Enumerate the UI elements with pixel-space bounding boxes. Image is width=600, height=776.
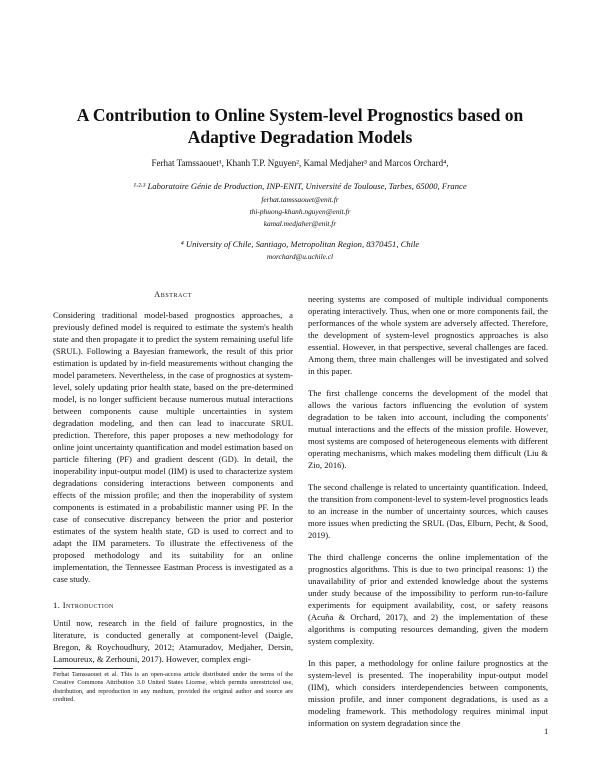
- footnote-rule: [53, 668, 133, 669]
- right-paragraph-1: neering systems are composed of multiple individual components operating interactively. Thus, when one or more components fail, the performances of the whole system are adversely affected. Therefore, the development of system-level prognostics approaches is also essential. However, in that perspective, several challenges are faced. Among them, three main challenges will be investigated and solved in this paper.: [308, 294, 548, 376]
- email-1: ferhat.tamssaouet@enit.fr: [261, 195, 339, 204]
- right-paragraph-3: The second challenge is related to uncertainty quantification. Indeed, the transition from component-level to system-level prognostics leads to an increase in the number of uncertainty sources, which causes more issues when predicting the SRUL (Das, Elburn, Pecht, & Sood, 2019).: [308, 482, 548, 540]
- paper-title: [40, 104, 560, 148]
- left-column: [53, 289, 293, 665]
- abstract-heading: Abstract: [154, 290, 192, 299]
- email-2: thi-phuong-khanh.nguyen@enit.fr: [249, 207, 351, 216]
- affiliation-2: ⁴ University of Chile, Santiago, Metropolitan Region, 8370451, Chile: [180, 239, 420, 249]
- title-line-2: Adaptive Degradation Models: [187, 127, 413, 147]
- right-column: [308, 293, 548, 739]
- right-paragraph-4: The third challenge concerns the online implementation of the prognostics algorithms. This is due to two principal reasons: 1) the unavailability of prior and extended knowledge about the systems under study because of the impossibility to perform run-to-failure experiments for equipment availability, cost, or safety reasons (Acuña & Orchard, 2017), and 2) the implementation of these algorithms is computing resources demanding, given the modern system complexity.: [308, 552, 548, 646]
- email-3: kamal.medjaher@enit.fr: [263, 219, 337, 228]
- license-footnote: Ferhat Tamssaouet et al. This is an open-access article distributed under the terms of the Creative Commons Attribution 3.0 United States License, which permits unrestricted use, distribution, and reproduction in any medium, provided the original author and source are credited.: [53, 671, 293, 704]
- author-list: Ferhat Tamssaouet¹, Khanh T.P. Nguyen², Kamal Medjaher³ and Marcos Orchard⁴,: [151, 158, 449, 168]
- intro-paragraph-1: Until now, research in the field of failure prognostics, in the literature, is conducted generally at component-level (Daigle, Bregon, & Roychoudhury, 2012; Atamuradov, Medjaher, Dersin, Lamoureux, & Zerhouni, 2017). However, complex engi-: [53, 618, 293, 664]
- introduction-heading: 1. Introduction: [53, 600, 114, 610]
- page-number: 1: [544, 726, 549, 736]
- email-4: morchard@u.uchile.cl: [266, 252, 334, 261]
- title-line-1: A Contribution to Online System-level Prognostics based on: [76, 105, 524, 125]
- right-paragraph-2: The first challenge concerns the development of the model that allows the various factors influencing the evolution of system degradation to be taken into account, including the components' mutual interactions and the effects of the mission profile. However, most systems are composed of heterogeneous elements with different operating mechanisms, which makes modeling them difficult (Liu & Zio, 2016).: [308, 388, 548, 470]
- right-paragraph-5: In this paper, a methodology for online failure prognostics at the system-level is presented. The inoperability input-output model (IIM), which considers interdependencies between components, mission profile, and inner component degradations, is used as a modeling framework. This methodology requires minimal input information on system degradation since the: [308, 658, 548, 728]
- affiliation-1: ¹·²·³ Laboratoire Génie de Production, INP-ENIT, Université de Toulouse, Tarbes, 65000, France: [133, 181, 467, 191]
- abstract-text: Considering traditional model-based prognostics approaches, a previously defined model is required to estimate the system's health state and then propagate it to predict the system remaining useful life (SRUL). Following a Bayesian framework, the result of this prior estimation is updated by in-field measurements without changing the model parameters. Nevertheless, in the case of prognostics at system-level, solely updating prior health state, based on the pre-determined model, is no longer sufficient because numerous mutual interactions between components cause multiple uncertainties in system degradation modeling, and then can lead to inaccurate SRUL prediction. Therefore, this paper proposes a new methodology for online joint uncertainty quantification and model estimation based on particle filtering (PF) and gradient descent (GD). In detail, the inoperability input-output model (IIM) is used to characterize system degradations considering interactions between components and effects of the mission profile; and then the inoperability of system components is estimated in a probabilistic manner using PF. In the case of consecutive discrepancy between the prior and posterior estimates of the system health state, GD is used to correct and to adapt the IIM parameters. To illustrate the effectiveness of the proposed methodology and its suitability for an online implementation, the Tennessee Eastman Process is investigated as a case study.: [53, 310, 293, 584]
